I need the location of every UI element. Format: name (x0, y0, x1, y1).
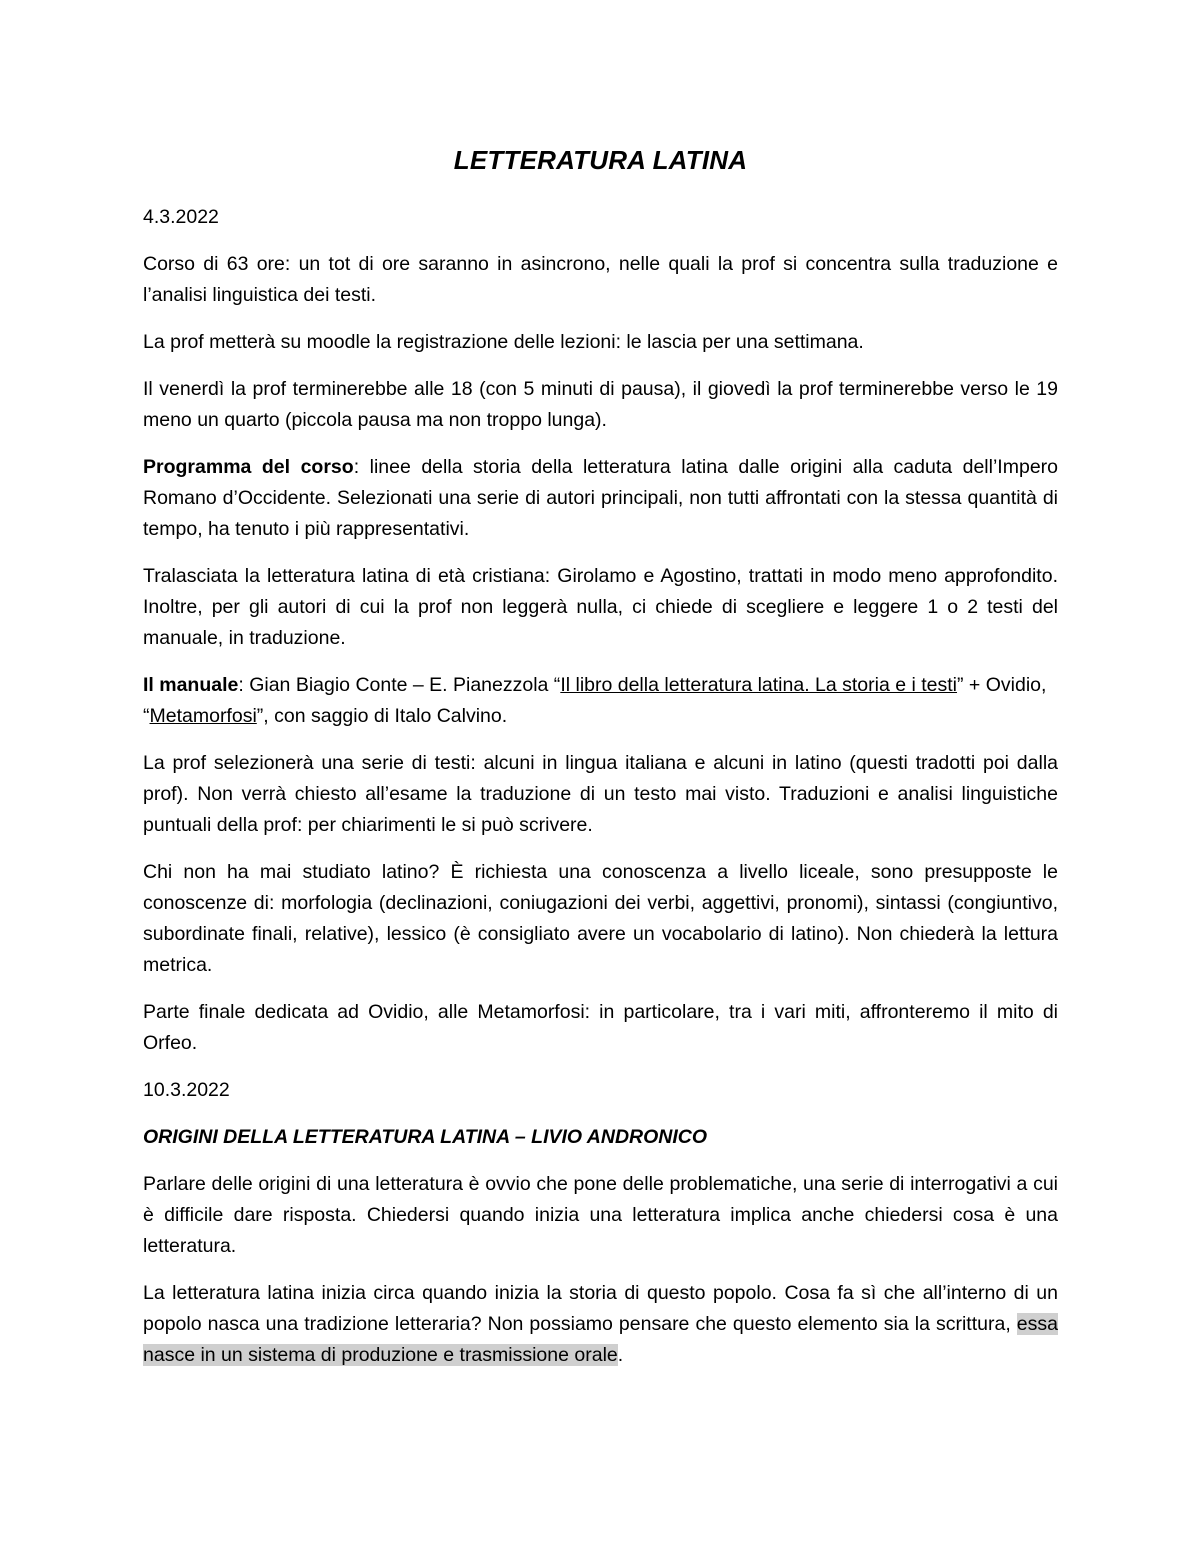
latin-literature-text: La letteratura latina inizia circa quando inizia la storia di questo popolo. Cosa fa sì che all’interno di un popolo nasca una tradizione letteraria? Non possiamo pensare che questo elemento sia la scrittura, (143, 1282, 1058, 1335)
metamorfosi-title: Metamorfosi (149, 705, 257, 727)
manual-label: Il manuale (143, 674, 239, 696)
paragraph-moodle: La prof metterà su moodle la registrazione delle lezioni: le lascia per una settimana. (143, 331, 864, 353)
paragraph-schedule: Il venerdì la prof terminerebbe alle 18 (con 5 minuti di pausa), il giovedì la prof terminerebbe verso le 19 meno un quarto (piccola pausa ma non troppo lunga). (143, 378, 1058, 431)
highlighted-text: essa nasce in un sistema di produzione e trasmissione orale (143, 1313, 1058, 1366)
paragraph-latin-literature (143, 1278, 1058, 1371)
paragraph-texts: La prof selezionerà una serie di testi: alcuni in lingua italiana e alcuni in latino (questi tradotti poi dalla prof). Non verrà chiesto all’esame la traduzione di un testo mai visto. Traduzioni e analisi linguistiche puntuali della prof: per chiarimenti le si può scrivere. (143, 752, 1058, 836)
document-title: LETTERATURA LATINA (453, 145, 748, 175)
paragraph-manual (143, 670, 1058, 732)
lecture-date-2: 10.3.2022 (143, 1079, 230, 1101)
section-title-origins: ORIGINI DELLA LETTERATURA LATINA – LIVIO ANDRONICO (143, 1126, 708, 1148)
program-label: Programma del corso (143, 456, 354, 478)
manual-book-title: Il libro della letteratura latina. La storia e i testi (560, 674, 958, 696)
manual-text-c: ”, con saggio di Italo Calvino. (256, 705, 508, 727)
paragraph-final-part: Parte finale dedicata ad Ovidio, alle Metamorfosi: in particolare, tra i vari miti, affronteremo il mito di Orfeo. (143, 1001, 1058, 1054)
document-page (143, 140, 1058, 1387)
sentence-end: . (617, 1344, 624, 1366)
paragraph-omitted: Tralasciata la letteratura latina di età cristiana: Girolamo e Agostino, trattati in modo meno approfondito. Inoltre, per gli autori di cui la prof non leggerà nulla, ci chiede di scegliere e leggere 1 o 2 testi del manuale, in traduzione. (143, 565, 1058, 649)
manual-text-a: : Gian Biagio Conte – E. Pianezzola “ (238, 674, 561, 696)
lecture-date: 4.3.2022 (143, 206, 219, 228)
paragraph-prerequisites: Chi non ha mai studiato latino? È richiesta una conoscenza a livello liceale, sono presupposte le conoscenze di: morfologia (declinazioni, coniugazioni dei verbi, aggettivi, pronomi), sintassi (congiuntivo, subordinate finali, relative), lessico (è consigliato avere un vocabolario di latino). Non chiederà la lettura metrica. (143, 861, 1058, 976)
paragraph-origins: Parlare delle origini di una letteratura è ovvio che pone delle problematiche, una serie di interrogativi a cui è difficile dare risposta. Chiedersi quando inizia una letteratura implica anche chiedersi cosa è una letteratura. (143, 1173, 1058, 1257)
manual-text-b: ” + Ovidio, “ (143, 674, 1047, 727)
paragraph-course-hours: Corso di 63 ore: un tot di ore saranno in asincrono, nelle quali la prof si concentra sulla traduzione e l’analisi linguistica dei testi. (143, 253, 1058, 306)
program-text: : linee della storia della letteratura latina dalle origini alla caduta dell’Impero Romano d’Occidente. Selezionati una serie di autori principali, non tutti affrontati con la stessa quantità di tempo, ha tenuto i più rappresentativi. (143, 456, 1058, 540)
paragraph-program (143, 452, 1058, 545)
